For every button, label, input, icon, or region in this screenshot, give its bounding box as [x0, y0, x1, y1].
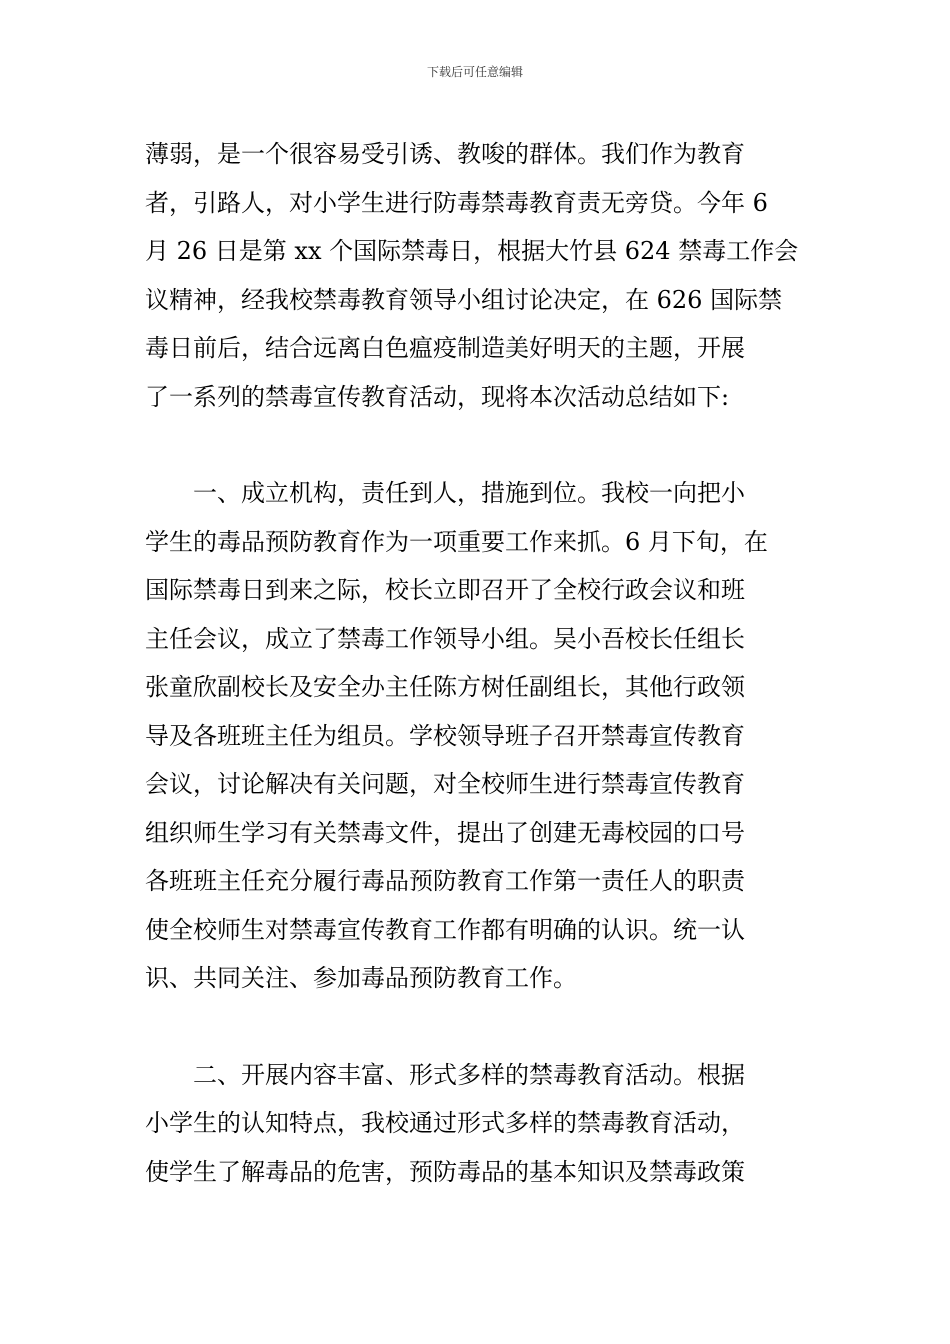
text-line: 小学生的认知特点，我校通过形式多样的禁毒教育活动， — [145, 1109, 745, 1137]
text-line: 识、共同关注、参加毒品预防教育工作。 — [145, 964, 577, 992]
paragraph — [145, 130, 805, 421]
paragraph-gap — [145, 1003, 805, 1051]
text-line: 学生的毒品预防教育作为一项重要工作来抓。6 月下旬，在 — [145, 527, 768, 556]
paragraph — [145, 469, 805, 1003]
text-line: 了一系列的禁毒宣传教育活动，现将本次活动总结如下: — [145, 382, 730, 411]
text-line: 组织师生学习有关禁毒文件，提出了创建无毒校园的口号 — [145, 818, 745, 847]
text-line: 主任会议，成立了禁毒工作领导小组。吴小吾校长任组长 — [145, 624, 745, 653]
text-line: 各班班主任充分履行毒品预防教育工作第一责任人的职责 — [145, 867, 745, 895]
text-line: 月 26 日是第 xx 个国际禁毒日，根据大竹县 624 禁毒工作会 — [145, 237, 799, 265]
text-line: 议精神，经我校禁毒教育领导小组讨论决定，在 626 国际禁 — [145, 285, 783, 314]
text-line: 薄弱，是一个很容易受引诱、教唆的群体。我们作为教育 — [145, 140, 745, 168]
paragraph — [145, 1051, 805, 1197]
text-line: 导及各班班主任为组员。学校领导班子召开禁毒宣传教育 — [145, 721, 745, 750]
document-body — [145, 130, 805, 1196]
text-line: 毒日前后，结合远离白色瘟疫制造美好明天的主题，开展 — [145, 334, 745, 362]
paragraph-gap — [145, 421, 805, 469]
text-line: 会议，讨论解决有关问题，对全校师生进行禁毒宣传教育 — [145, 770, 745, 798]
text-line: 一、成立机构，责任到人，措施到位。我校一向把小 — [145, 479, 745, 507]
text-line: 国际禁毒日到来之际，校长立即召开了全校行政会议和班 — [145, 576, 745, 604]
page-header: 下载后可任意编辑 — [426, 65, 523, 79]
text-line: 张童欣副校长及安全办主任陈方树任副组长，其他行政领 — [145, 673, 745, 701]
text-line: 使全校师生对禁毒宣传教育工作都有明确的认识。统一认 — [145, 915, 745, 944]
text-line: 使学生了解毒品的危害，预防毒品的基本知识及禁毒政策 — [145, 1157, 745, 1186]
text-line: 者，引路人，对小学生进行防毒禁毒教育责无旁贷。今年 6 — [145, 188, 768, 217]
text-line: 二、开展内容丰富、形式多样的禁毒教育活动。根据 — [145, 1060, 745, 1089]
